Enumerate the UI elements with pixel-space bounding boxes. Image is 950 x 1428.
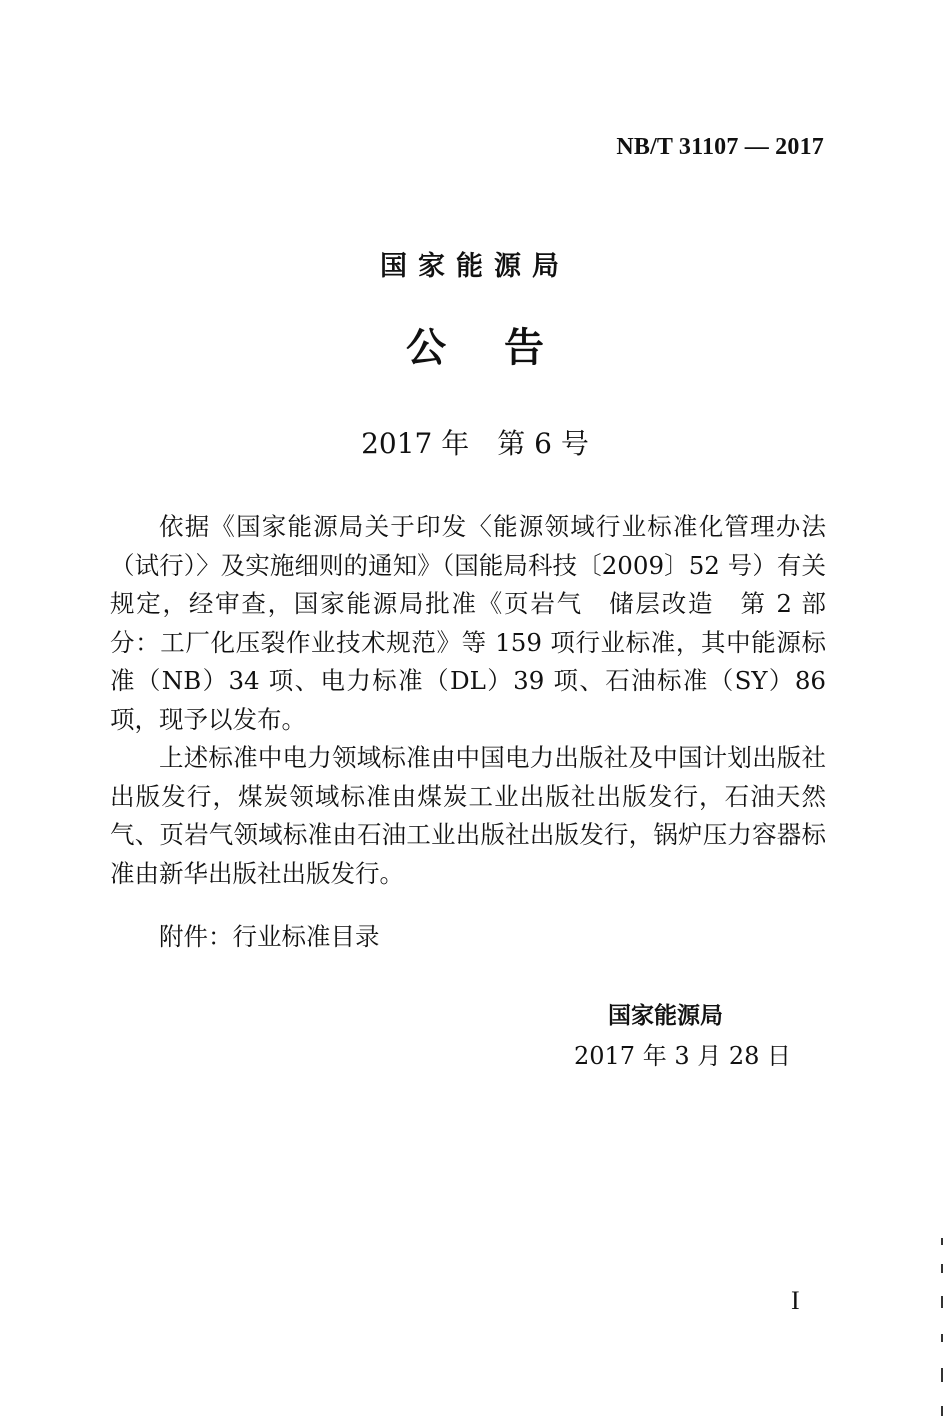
scan-edge-marks [939,1238,945,1428]
body-paragraph-2: 上述标准中电力领域标准由中国电力出版社及中国计划出版社出版发行，煤炭领域标准由煤炭工业出版社出版发行，石油天然气、页岩气领域标准由石油工业出版社出版发行，锅炉压力容器标准由新华出版社出版发行。 [110,743,826,888]
page-number: I [791,1286,800,1315]
document-type-heading: 公告 [406,325,602,371]
issuer-heading: 国家能源局 [380,251,570,282]
announcement-body [110,508,826,893]
signature-organization: 国家能源局 [608,1003,723,1029]
attachment-line: 附件：行业标准目录 [159,922,380,951]
standard-code: NB/T 31107 — 2017 [616,134,824,160]
body-paragraph-1: 依据《国家能源局关于印发〈能源领域行业标准化管理办法（试行）〉及实施细则的通知》（国能局科技〔2009〕52 号）有关规定，经审查，国家能源局批准《页岩气 储层改造 第 2 部分：工厂化压裂作业技术规范》等 159 项行业标准，其中能源标准（NB）34 项、电力标准（DL）39 项、石油标准（SY）86 项，现予以发布。 [110,512,826,734]
issue-number: 2017 年 第 6 号 [361,427,589,460]
signature-date: 2017 年 3 月 28 日 [574,1042,792,1070]
